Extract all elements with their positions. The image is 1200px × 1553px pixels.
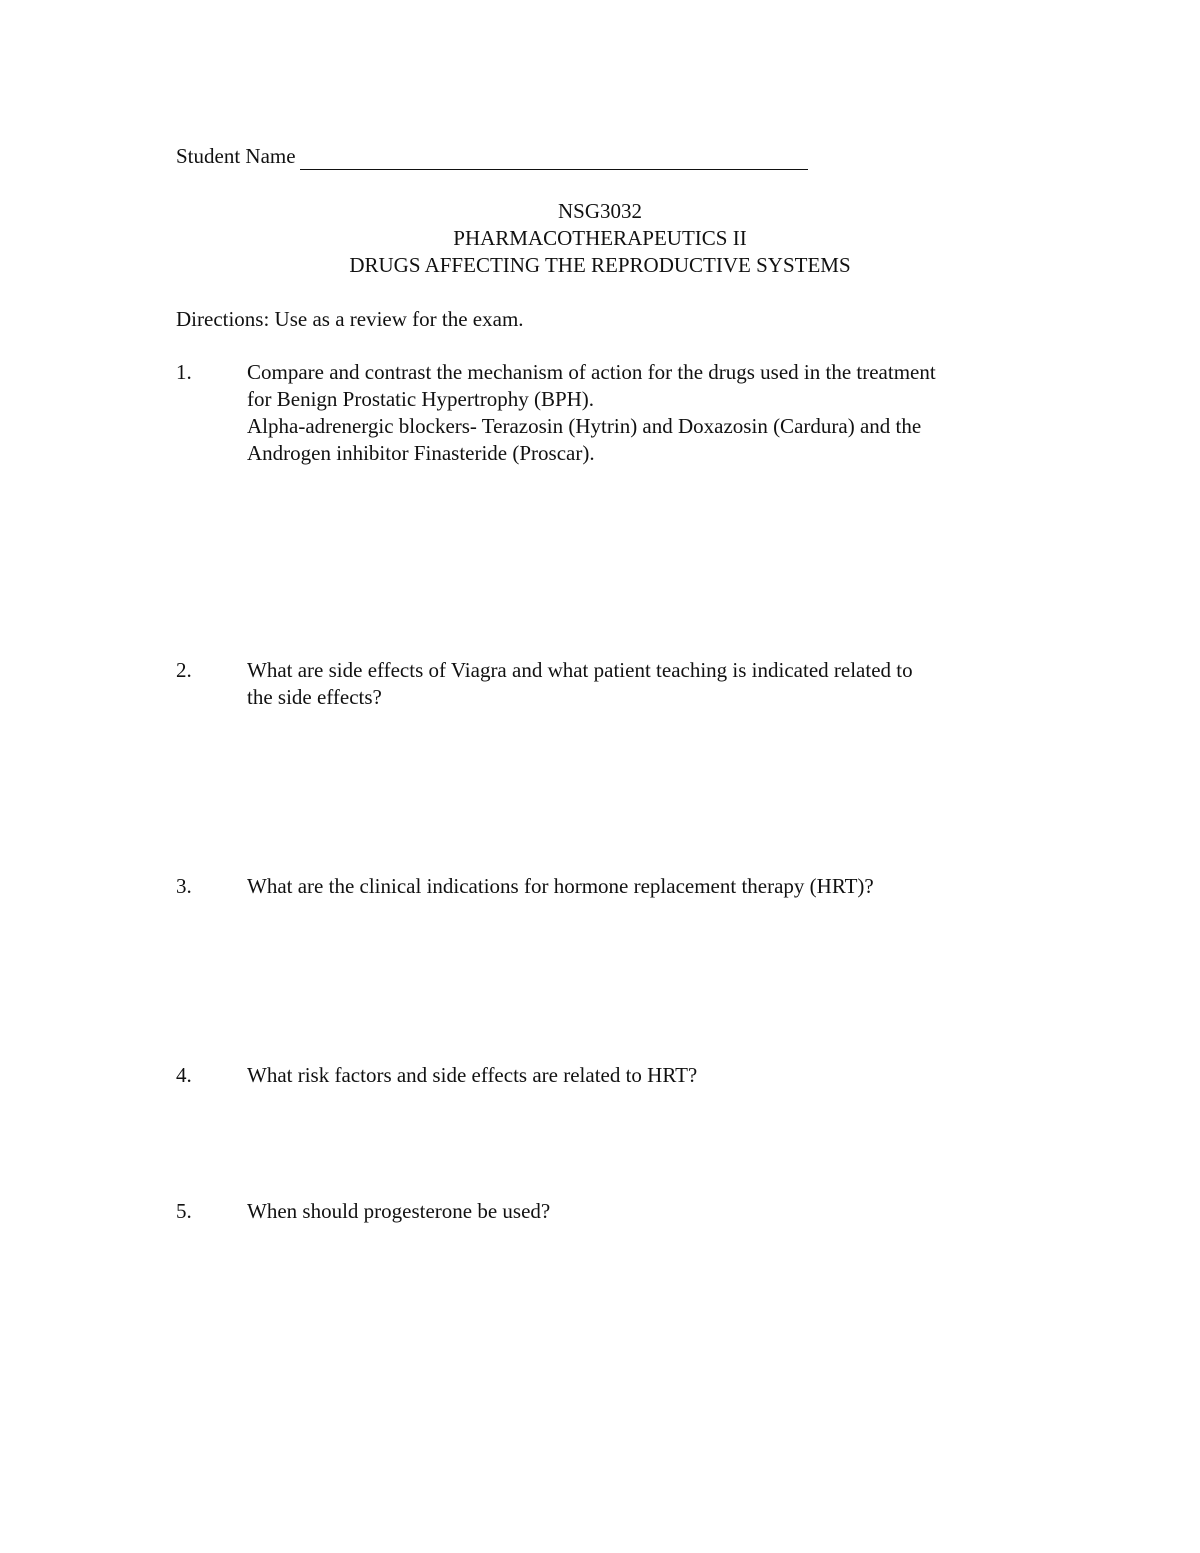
question-number: 2. <box>176 658 192 682</box>
question-number: 3. <box>176 874 192 898</box>
question-number: 5. <box>176 1199 192 1223</box>
question-number: 1. <box>176 360 192 384</box>
question-line: for Benign Prostatic Hypertrophy (BPH). <box>247 387 595 411</box>
student-name-label: Student Name <box>176 144 296 168</box>
question-line: Compare and contrast the mechanism of action for the drugs used in the treatment <box>247 360 936 384</box>
question-text <box>247 1062 1037 1089</box>
question-text <box>247 657 1037 711</box>
question-line: the side effects? <box>247 685 382 709</box>
question-line: What risk factors and side effects are related to HRT? <box>247 1063 698 1087</box>
topic-title: DRUGS AFFECTING THE REPRODUCTIVE SYSTEMS <box>349 253 851 277</box>
directions: Directions: Use as a review for the exam. <box>176 307 524 331</box>
question-line: What are side effects of Viagra and what patient teaching is indicated related to <box>247 658 913 682</box>
course-code: NSG3032 <box>557 199 642 223</box>
question-text <box>247 359 1037 467</box>
question-line: Androgen inhibitor Finasteride (Proscar). <box>247 441 595 465</box>
question-number: 4. <box>176 1063 192 1087</box>
student-name-blank[interactable] <box>300 147 808 170</box>
course-title: PHARMACOTHERAPEUTICS II <box>453 226 747 250</box>
student-name-row <box>176 143 808 170</box>
question-text <box>247 1198 1037 1225</box>
question-line: When should progesterone be used? <box>247 1199 551 1223</box>
document-header <box>0 198 1200 279</box>
question-line: Alpha-adrenergic blockers- Terazosin (Hytrin) and Doxazosin (Cardura) and the <box>247 414 922 438</box>
question-line: What are the clinical indications for hormone replacement therapy (HRT)? <box>247 874 874 898</box>
question-text <box>247 873 1037 900</box>
